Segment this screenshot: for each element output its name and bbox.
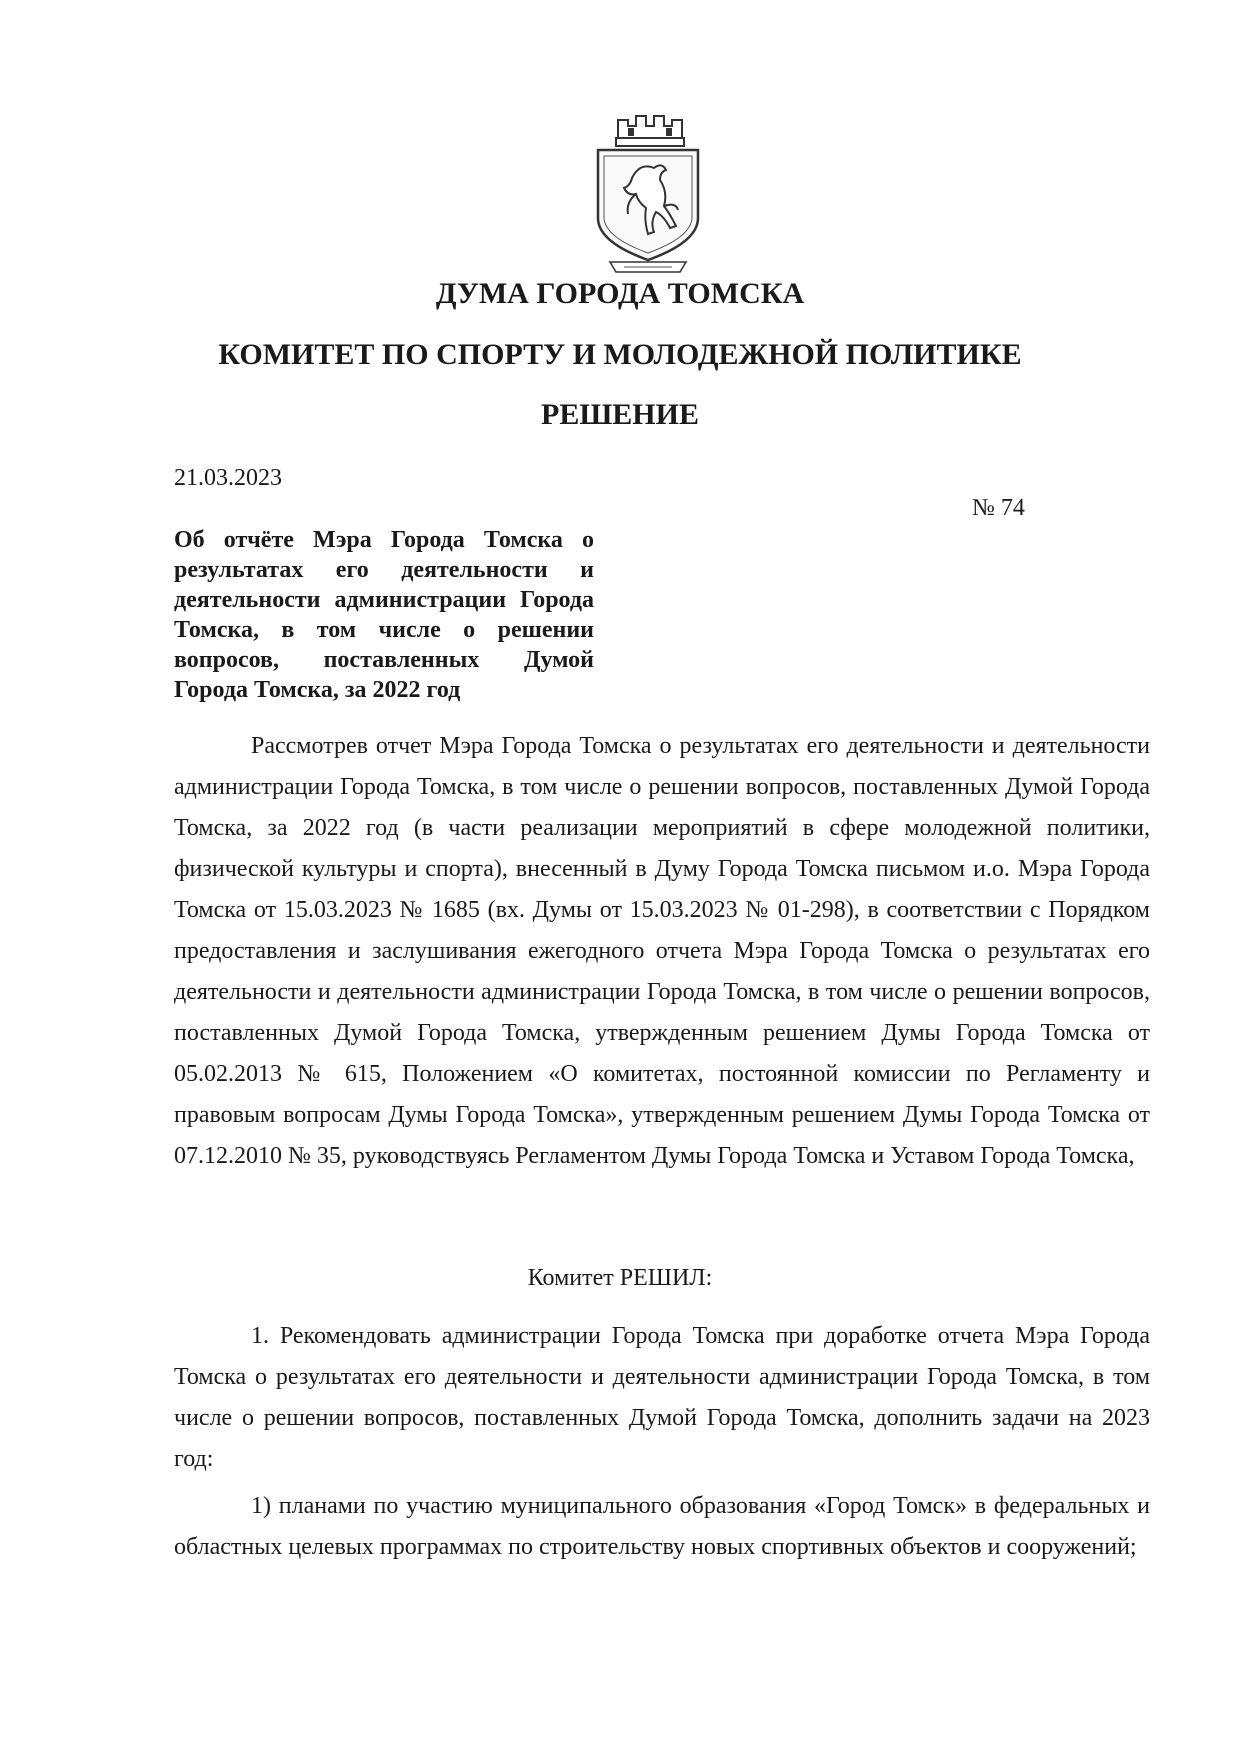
document-type: РЕШЕНИЕ xyxy=(541,398,699,431)
resolution-heading: Комитет РЕШИЛ: xyxy=(527,1265,713,1291)
preamble-paragraph: Рассмотрев отчет Мэра Города Томска о результатах его деятельности и деятельности администрации Города Томска, в том числе о решении вопросов, поставленных Думой Города Томска, за 2022 год (в части реализации мероприятий в сфере молодежной политики, физической культуры и спорта), внесенный в Думу Города Томска письмом и.о. Мэра Города Томска от 15.03.2023 № 1685 (вх. Думы от 15.03.2023 № 01-298), в соответствии с Порядком предоставления и заслушивания ежегодного отчета Мэра Города Томска о результатах его деятельности и деятельности администрации Города Томска, в том числе о решении вопросов, поставленных Думой Города Томска, утвержденным решением Думы Города Томска от 05.02.2013 № 615, Положением «О комитетах, постоянной комиссии по Регламенту и правовым вопросам Думы Города Томска», утвержденным решением Думы Города Томска от 07.12.2010 № 35, руководствуясь Регламентом Думы Города Томска и Уставом Города Томска, xyxy=(174,733,1150,1169)
document-date: 21.03.2023 xyxy=(174,465,282,491)
committee-title: КОМИТЕТ ПО СПОРТУ И МОЛОДЕЖНОЙ ПОЛИТИКЕ xyxy=(218,338,1022,371)
resolution-subitem: 1) планами по участию муниципального образования «Город Томск» в федеральных и областных целевых программах по строительству новых спортивных объектов и сооружений; xyxy=(174,1493,1150,1560)
document-subject: Об отчёте Мэра Города Томска о результатах его деятельности и деятельности администрации Города Томска, в том числе о решении вопросов, поставленных Думой Города Томска, за 2022 год xyxy=(174,527,594,703)
resolution-item: 1. Рекомендовать администрации Города Томска при доработке отчета Мэра Города Томска о результатах его деятельности и деятельности администрации Города Томска, в том числе о решении вопросов, поставленных Думой Города Томска, дополнить задачи на 2023 год: xyxy=(174,1323,1150,1472)
document-number: № 74 xyxy=(972,495,1025,521)
coat-of-arms-icon xyxy=(588,110,708,278)
organization-title: ДУМА ГОРОДА ТОМСКА xyxy=(435,277,805,310)
